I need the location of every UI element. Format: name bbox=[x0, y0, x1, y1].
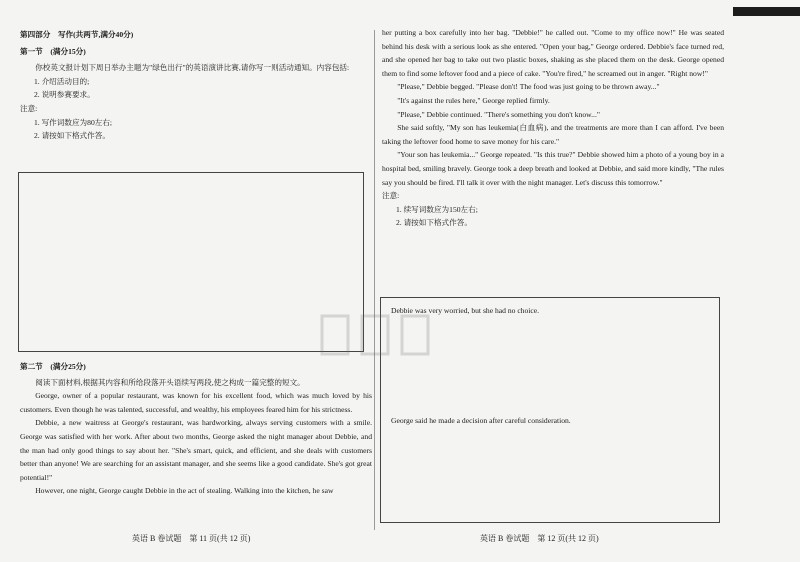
task-text: 你校英文报计划下周日举办主题为"绿色出行"的英语演讲比赛,请你写一则活动通知。内容包括: bbox=[35, 63, 350, 73]
story-paragraph: George, owner of a popular restaurant, was known for his excellent food, which was much loved by his customers. Even though he was talented, successful, and wealthy, his employees feared him for his strictness. bbox=[20, 391, 372, 414]
answer-box-1[interactable] bbox=[18, 172, 364, 352]
story-paragraph: "It's against the rules here," George replied firmly. bbox=[397, 95, 550, 105]
left-column bbox=[20, 28, 372, 143]
story-paragraph: "Please," Debbie begged. "Please don't! The food was just going to be thrown away..." bbox=[397, 82, 660, 92]
story-paragraph: "Please," Debbie continued. "There's something you don't know..." bbox=[397, 109, 600, 119]
page-footer-right: 英语 B 卷试题 第 12 页(共 12 页) bbox=[480, 534, 599, 543]
note-title: 注意: bbox=[20, 103, 38, 113]
part-title: 第四部分 写作(共两节,满分40分) bbox=[20, 30, 134, 39]
story-paragraph: her putting a box carefully into her bag. "Debbie!" he called out. "Come to my office now!" He was seated behind his desk with a serious look as she entered. "Open your bag," George ordered. Debbie's face turned red, and she opened her bag to take out two plastic boxes, shaking as she placed them on the desk. George opened them to find some leftover food and a piece of cake. "You're fired," he screamed out in anger. "Right now!" bbox=[382, 28, 724, 78]
note-title: 注意: bbox=[382, 191, 400, 201]
left-column-lower bbox=[20, 360, 372, 498]
page-footer-left: 英语 B 卷试题 第 11 页(共 12 页) bbox=[132, 534, 251, 543]
continuation-opening-1: Debbie was very worried, but she had no choice. bbox=[391, 306, 540, 315]
note-1: 1. 续写词数应为150左右; bbox=[396, 204, 478, 214]
story-paragraph: She said softly, "My son has leukemia(白血病), and the treatments are more than I can afford. I've been taking the leftover food home to save money for his care." bbox=[382, 123, 724, 146]
section2-title: 第二节 (满分25分) bbox=[20, 362, 86, 371]
corner-mark bbox=[733, 7, 800, 16]
note-2: 2. 请按如下格式作答。 bbox=[34, 131, 110, 141]
story-paragraph: Debbie, a new waitress at George's restaurant, was hardworking, always serving customers with a smile. George was satisfied with her work. After about two months, George asked the night manager about Debbie, and the man had only good things to say about her. "She's smart, quick, and efficient, and she deals with customers better than anyone! We are searching for an assistant manager, and she seems like a good candidate. She's got great potential!" bbox=[20, 418, 372, 482]
instruction-text: 阅读下面材料,根据其内容和所给段落开头语续写两段,使之构成一篇完整的短文。 bbox=[35, 377, 305, 387]
section1-title: 第一节 (满分15分) bbox=[20, 46, 86, 56]
watermark-seal bbox=[318, 310, 438, 360]
note-1: 1. 写作词数应为80左右; bbox=[34, 117, 113, 127]
note-2: 2. 请按如下格式作答。 bbox=[396, 218, 472, 228]
right-column bbox=[382, 26, 724, 230]
story-paragraph: "Your son has leukemia..." George repeated. "Is this true?" Debbie showed him a photo of a young boy in a hospital bed, smiling bravely. George took a deep breath and looked at Debbie, and said more kindly, "The rules say you should be fired. I'll talk it over with the night manager. Let's discuss this tomorrow." bbox=[382, 150, 724, 187]
column-divider bbox=[374, 30, 375, 530]
story-paragraph: However, one night, George caught Debbie in the act of stealing. Walking into the kitchen, he saw bbox=[35, 486, 334, 496]
point-1: 1. 介绍活动目的; bbox=[34, 76, 90, 86]
continuation-opening-2: George said he made a decision after careful consideration. bbox=[391, 416, 571, 425]
point-2: 2. 说明参赛要求。 bbox=[34, 90, 95, 100]
